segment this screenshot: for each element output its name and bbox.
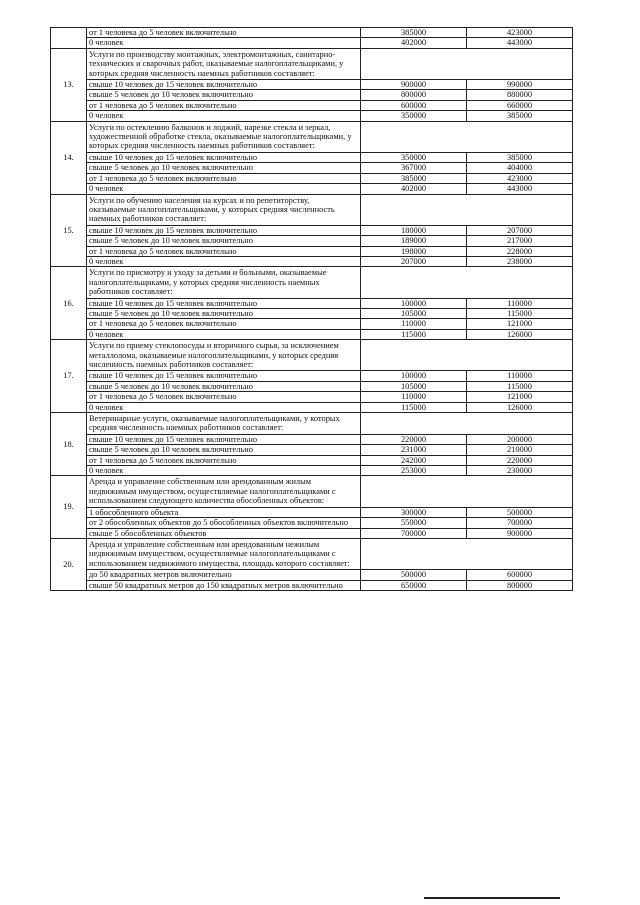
section-number: 13. [51, 48, 87, 121]
empty-value-cell [361, 267, 573, 298]
value-column-2: 423000 [467, 28, 573, 38]
value-column-2: 121000 [467, 392, 573, 402]
value-column-1: 550000 [361, 518, 467, 528]
value-column-1: 385000 [361, 173, 467, 183]
value-column-1: 350000 [361, 111, 467, 121]
table-row [51, 236, 573, 246]
row-label: свыше 10 человек до 15 человек включительно [87, 80, 361, 90]
section-description: Услуги по приему стеклопосуды и вторичного сырья, за исключением металлолома, оказываемые налогоплательщиками, у которых средняя численность наемных работников составляет: [87, 340, 361, 371]
row-label: свыше 5 человек до 10 человек включительно [87, 236, 361, 246]
table-row [51, 298, 573, 308]
value-column-1: 105000 [361, 308, 467, 318]
table-row [51, 402, 573, 412]
row-label: 0 человек [87, 402, 361, 412]
value-column-2: 238000 [467, 256, 573, 266]
value-column-2: 600000 [467, 570, 573, 580]
value-column-2: 126000 [467, 402, 573, 412]
row-label: 0 человек [87, 466, 361, 476]
value-column-1: 800000 [361, 90, 467, 100]
value-column-1: 700000 [361, 528, 467, 538]
section-header-row [51, 267, 573, 298]
table-row [51, 184, 573, 194]
row-label: свыше 10 человек до 15 человек включительно [87, 298, 361, 308]
value-column-1: 115000 [361, 402, 467, 412]
value-column-2: 228000 [467, 246, 573, 256]
value-column-1: 110000 [361, 319, 467, 329]
row-label: от 2 обособленных объектов до 5 обособленных объектов включительно [87, 518, 361, 528]
row-label: 0 человек [87, 111, 361, 121]
empty-value-cell [361, 538, 573, 569]
table-row [51, 111, 573, 121]
row-label: свыше 5 обособленных объектов [87, 528, 361, 538]
row-label: от 1 человека до 5 человек включительно [87, 392, 361, 402]
value-column-1: 180000 [361, 225, 467, 235]
table-row [51, 507, 573, 517]
empty-value-cell [361, 48, 573, 79]
row-label: 0 человек [87, 184, 361, 194]
value-column-1: 300000 [361, 507, 467, 517]
value-column-2: 230000 [467, 466, 573, 476]
table-row [51, 466, 573, 476]
row-label: от 1 человека до 5 человек включительно [87, 319, 361, 329]
value-column-1: 115000 [361, 329, 467, 339]
table-row [51, 381, 573, 391]
value-column-2: 800000 [467, 580, 573, 590]
value-column-1: 402000 [361, 184, 467, 194]
value-column-1: 350000 [361, 152, 467, 162]
value-column-2: 110000 [467, 371, 573, 381]
section-description: Услуги по присмотру и уходу за детьми и больными, оказываемые налогоплательщиками, у которых средняя численность наемных работников составляет: [87, 267, 361, 298]
empty-value-cell [361, 340, 573, 371]
table-row [51, 38, 573, 48]
table-row [51, 152, 573, 162]
value-column-1: 650000 [361, 580, 467, 590]
value-column-1: 220000 [361, 434, 467, 444]
value-column-1: 100000 [361, 298, 467, 308]
row-label: от 1 человека до 5 человек включительно [87, 28, 361, 38]
table-row [51, 445, 573, 455]
value-column-2: 126000 [467, 329, 573, 339]
table-row [51, 225, 573, 235]
value-column-2: 500000 [467, 507, 573, 517]
section-header-row [51, 194, 573, 225]
value-column-2: 990000 [467, 80, 573, 90]
row-label: до 50 квадратных метров включительно [87, 570, 361, 580]
section-number: 14. [51, 121, 87, 194]
value-column-1: 900000 [361, 80, 467, 90]
row-label: свыше 5 человек до 10 человек включительно [87, 445, 361, 455]
section-header-row [51, 340, 573, 371]
row-label: свыше 10 человек до 15 человек включительно [87, 371, 361, 381]
row-label: от 1 человека до 5 человек включительно [87, 455, 361, 465]
value-column-2: 900000 [467, 528, 573, 538]
value-column-1: 231000 [361, 445, 467, 455]
table-row [51, 518, 573, 528]
row-label: свыше 5 человек до 10 человек включительно [87, 90, 361, 100]
table-row [51, 455, 573, 465]
table-row [51, 100, 573, 110]
table-row [51, 90, 573, 100]
value-column-2: 110000 [467, 298, 573, 308]
row-label: свыше 10 человек до 15 человек включительно [87, 434, 361, 444]
section-number: 15. [51, 194, 87, 267]
section-description: Услуги по обучению населения на курсах и по репетиторству, оказываемые налогоплательщиками, у которых средняя численность наемных работников составляет: [87, 194, 361, 225]
section-header-row [51, 476, 573, 507]
section-description: Аренда и управление собственным или арендованным нежилым недвижимым имуществом, осуществляемые налогоплательщиками с использованием недвижимого имущества, площадь которого составляет: [87, 538, 361, 569]
value-column-1: 367000 [361, 163, 467, 173]
value-column-2: 700000 [467, 518, 573, 528]
row-label: от 1 человека до 5 человек включительно [87, 173, 361, 183]
section-description: Ветеринарные услуги, оказываемые налогоплательщиками, у которых средняя численность наемных работников составляет: [87, 413, 361, 435]
value-column-1: 207000 [361, 256, 467, 266]
row-label: 0 человек [87, 38, 361, 48]
section-number [51, 28, 87, 49]
value-column-1: 198000 [361, 246, 467, 256]
row-label: свыше 10 человек до 15 человек включительно [87, 225, 361, 235]
empty-value-cell [361, 476, 573, 507]
section-header-row [51, 48, 573, 79]
value-column-1: 110000 [361, 392, 467, 402]
value-column-2: 121000 [467, 319, 573, 329]
table-row [51, 329, 573, 339]
value-column-2: 385000 [467, 111, 573, 121]
value-column-1: 500000 [361, 570, 467, 580]
row-label: свыше 50 квадратных метров до 150 квадратных метров включительно [87, 580, 361, 590]
table-row [51, 163, 573, 173]
row-label: 0 человек [87, 256, 361, 266]
value-column-1: 189000 [361, 236, 467, 246]
table-row [51, 28, 573, 38]
row-label: 1 обособленного объекта [87, 507, 361, 517]
section-number: 20. [51, 538, 87, 590]
row-label: свыше 10 человек до 15 человек включительно [87, 152, 361, 162]
table-row [51, 246, 573, 256]
row-label: свыше 5 человек до 10 человек включительно [87, 381, 361, 391]
value-column-2: 217000 [467, 236, 573, 246]
table-row [51, 308, 573, 318]
empty-value-cell [361, 413, 573, 435]
section-number: 16. [51, 267, 87, 340]
value-column-2: 115000 [467, 308, 573, 318]
value-column-2: 404000 [467, 163, 573, 173]
value-column-2: 115000 [467, 381, 573, 391]
table-row [51, 80, 573, 90]
section-header-row [51, 413, 573, 435]
row-label: свыше 5 человек до 10 человек включительно [87, 163, 361, 173]
value-column-1: 100000 [361, 371, 467, 381]
value-column-1: 253000 [361, 466, 467, 476]
table-row [51, 434, 573, 444]
value-column-1: 242000 [361, 455, 467, 465]
section-description: Аренда и управление собственным или арендованным жилым недвижимым имуществом, осуществляемые налогоплательщиками с использованием следующего количества обособленных объектов: [87, 476, 361, 507]
section-description: Услуги по остеклению балконов и лоджий, нарезке стекла и зеркал, художественной обработке стекла, оказываемые налогоплательщиками, у которых средняя численность наемных работников составляет: [87, 121, 361, 152]
value-column-1: 385000 [361, 28, 467, 38]
section-number: 19. [51, 476, 87, 538]
row-label: от 1 человека до 5 человек включительно [87, 100, 361, 110]
table-row [51, 392, 573, 402]
footer-rule [424, 897, 560, 899]
tax-rate-table [50, 27, 573, 591]
section-number: 18. [51, 413, 87, 476]
table-row [51, 580, 573, 590]
tax-rate-table-body [51, 28, 573, 591]
section-header-row [51, 538, 573, 569]
value-column-1: 600000 [361, 100, 467, 110]
empty-value-cell [361, 194, 573, 225]
value-column-2: 880000 [467, 90, 573, 100]
empty-value-cell [361, 121, 573, 152]
row-label: 0 человек [87, 329, 361, 339]
value-column-2: 207000 [467, 225, 573, 235]
value-column-2: 385000 [467, 152, 573, 162]
value-column-2: 210000 [467, 445, 573, 455]
table-row [51, 256, 573, 266]
table-row [51, 319, 573, 329]
section-header-row [51, 121, 573, 152]
value-column-1: 402000 [361, 38, 467, 48]
value-column-2: 200000 [467, 434, 573, 444]
section-number: 17. [51, 340, 87, 413]
value-column-2: 423000 [467, 173, 573, 183]
table-row [51, 371, 573, 381]
value-column-2: 660000 [467, 100, 573, 110]
row-label: от 1 человека до 5 человек включительно [87, 246, 361, 256]
table-row [51, 173, 573, 183]
value-column-1: 105000 [361, 381, 467, 391]
value-column-2: 220000 [467, 455, 573, 465]
table-row [51, 528, 573, 538]
section-description: Услуги по производству монтажных, электромонтажных, санитарно-технических и сварочных работ, оказываемые налогоплательщиками, у которых средняя численность наемных работников составляет: [87, 48, 361, 79]
row-label: свыше 5 человек до 10 человек включительно [87, 308, 361, 318]
table-row [51, 570, 573, 580]
value-column-2: 443000 [467, 38, 573, 48]
value-column-2: 443000 [467, 184, 573, 194]
